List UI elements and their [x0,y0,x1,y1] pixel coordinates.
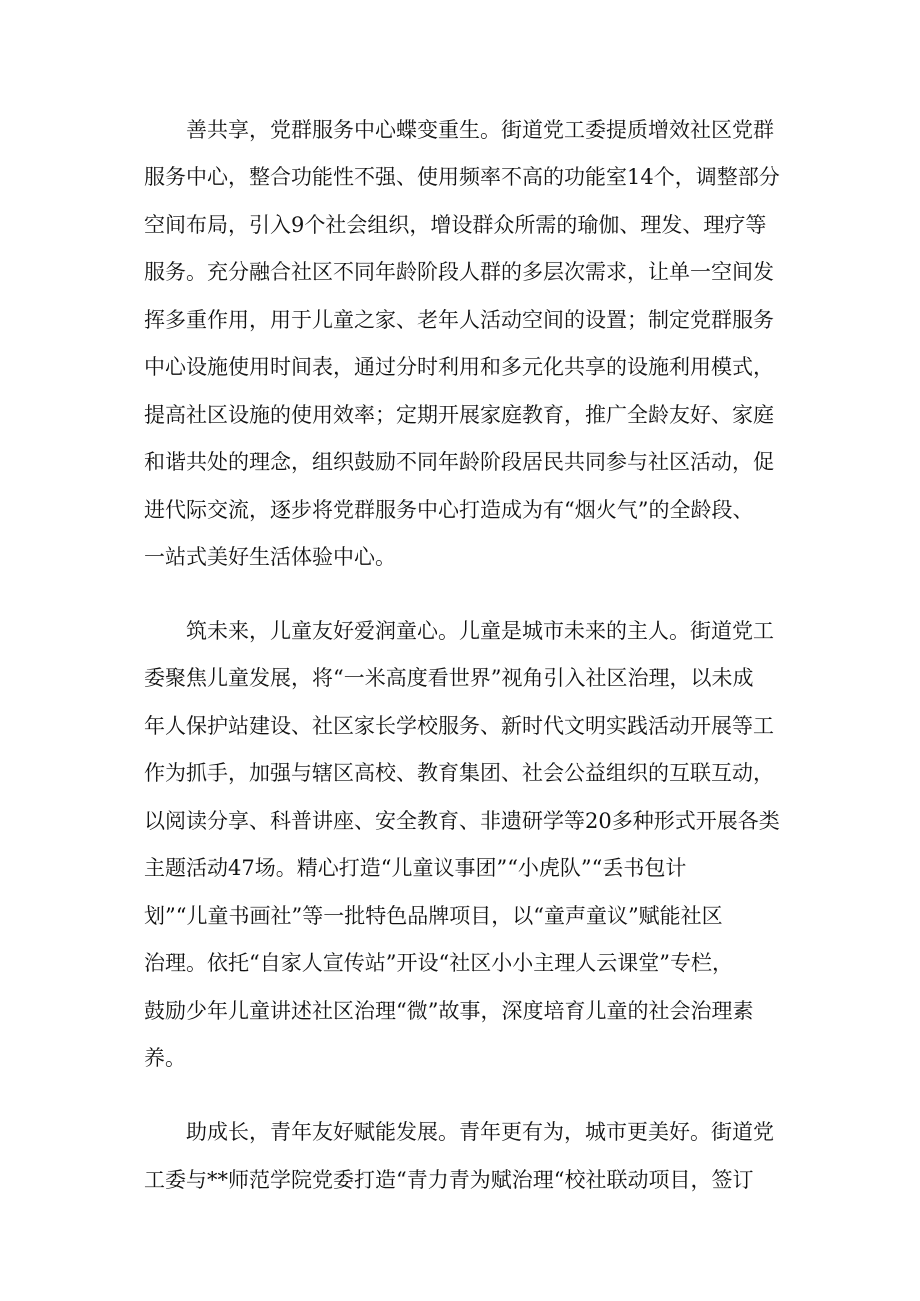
paragraph-1-line-5: 挥多重作用，用于儿童之家、老年人活动空间的设置；制定党群服务 [144,308,774,332]
paragraph-1-line-1: 善共享，党群服务中心蝶变重生。街道党工委提质增效社区党群 [186,118,774,142]
paragraph-2-line-5: 以阅读分享、科普讲座、安全教育、非遗研学等20多种形式开展各类 [144,809,780,833]
paragraph-1-line-9: 进代际交流，逐步将党群服务中心打造成为有“烟火气”的全龄段、 [144,498,754,522]
paragraph-2-line-8: 治理。依托“自家人宣传站”开设“社区小小主理人云课堂”专栏， [144,951,733,975]
paragraph-3-line-2: 工委与**师范学院党委打造“青力青为赋治理“校社联动项目，签订 [144,1168,754,1192]
paragraph-2-line-10: 养。 [144,1046,186,1070]
paragraph-1-line-7: 提高社区设施的使用效率；定期开展家庭教育，推广全龄友好、家庭 [144,403,774,427]
paragraph-1-line-8: 和谐共处的理念，组织鼓励不同年龄阶段居民共同参与社区活动，促 [144,450,774,474]
paragraph-2-line-1: 筑未来，儿童友好爱润童心。儿童是城市未来的主人。街道党工 [186,619,774,643]
paragraph-2-line-3: 年人保护站建设、社区家长学校服务、新时代文明实践活动开展等工 [144,714,774,738]
paragraph-1-line-10: 一站式美好生活体验中心。 [144,545,396,569]
paragraph-1-line-4: 服务。充分融合社区不同年龄阶段人群的多层次需求，让单一空间发 [144,260,774,284]
paragraph-2-line-6: 主题活动47场。精心打造“儿童议事团”“小虎队”“丢书包计 [144,856,687,880]
paragraph-2-line-4: 作为抓手，加强与辖区高校、教育集团、社会公益组织的互联互动， [144,761,774,785]
paragraph-3-line-1: 助成长，青年友好赋能发展。青年更有为，城市更美好。街道党 [186,1120,774,1144]
paragraph-1-line-6: 中心设施使用时间表，通过分时利用和多元化共享的设施利用模式， [144,355,774,379]
paragraph-2-line-9: 鼓励少年儿童讲述社区治理“微”故事，深度培育儿童的社会治理素 [144,999,754,1023]
paragraph-2-line-2: 委聚焦儿童发展，将“一米高度看世界”视角引入社区治理，以未成 [144,666,754,690]
paragraph-2-line-7: 划”“儿童书画社”等一批特色品牌项目，以“童声童议”赋能社区 [144,904,723,928]
paragraph-1-line-2: 服务中心，整合功能性不强、使用频率不高的功能室14个，调整部分 [144,165,780,189]
paragraph-1-line-3: 空间布局，引入9个社会组织，增设群众所需的瑜伽、理发、理疗等 [144,213,767,237]
